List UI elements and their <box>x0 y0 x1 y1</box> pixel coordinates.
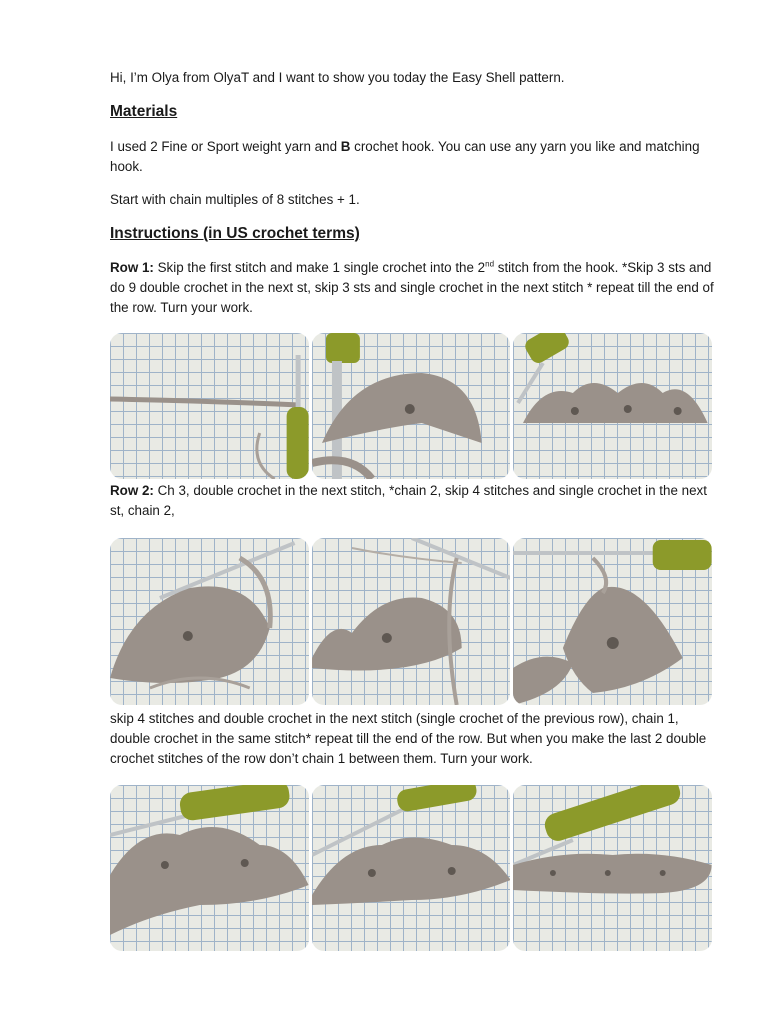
row2-continued-paragraph: skip 4 stitches and double crochet in the next stitch (single crochet of the previous row), chain 1, double crochet in the same stitch* repeat till the end of the row. But when you make the last 2 double crochet stitches of the row don’t chain 1 between them. Turn your work. <box>110 711 707 766</box>
photo-chain-with-hook <box>110 333 309 479</box>
hook-size: B <box>340 139 351 154</box>
row1-label: Row 1: <box>110 260 154 275</box>
row1-text-pre: Skip the first stitch and make 1 single crochet into the 2 <box>153 260 486 275</box>
chain-paragraph: Start with chain multiples of 8 stitches + 1. <box>110 192 360 207</box>
photo-row2-finished <box>513 785 712 951</box>
materials-text-pre: I used 2 Fine or Sport weight yarn and <box>110 139 341 154</box>
materials-paragraph <box>110 137 714 177</box>
photo-strip-3 <box>110 785 712 951</box>
photo-row2-step-1 <box>110 538 309 705</box>
row2-label: Row 2: <box>110 483 154 498</box>
row1-sup: nd <box>485 259 495 269</box>
row2-paragraph <box>110 481 714 521</box>
photo-row-of-shells <box>513 333 712 479</box>
photo-row2-step-4 <box>110 785 309 951</box>
row1-text-post: stitch from the hook. *Skip 3 sts and do 9 double crochet in the next st, skip 3 sts and single crochet in the next stitch * repeat till the end of the row. Turn your work. <box>110 260 714 315</box>
photo-row2-step-2 <box>312 538 511 705</box>
row2-text: Ch 3, double crochet in the next stitch, *chain 2, skip 4 stitches and single crochet in the next st, chain 2, <box>110 483 707 518</box>
photo-strip-2 <box>110 538 712 705</box>
photo-row2-step-3 <box>513 538 712 705</box>
photo-first-shell <box>312 333 511 479</box>
photo-strip-1 <box>110 333 712 479</box>
photo-row2-step-5 <box>312 785 511 951</box>
row1-paragraph <box>110 258 714 318</box>
instructions-heading: Instructions (in US crochet terms) <box>110 225 360 242</box>
materials-text-post: crochet hook. You can use any yarn you like and matching hook. <box>110 139 700 174</box>
materials-heading: Materials <box>110 103 178 120</box>
intro-paragraph: Hi, I’m Olya from OlyaT and I want to show you today the Easy Shell pattern. <box>110 70 565 85</box>
